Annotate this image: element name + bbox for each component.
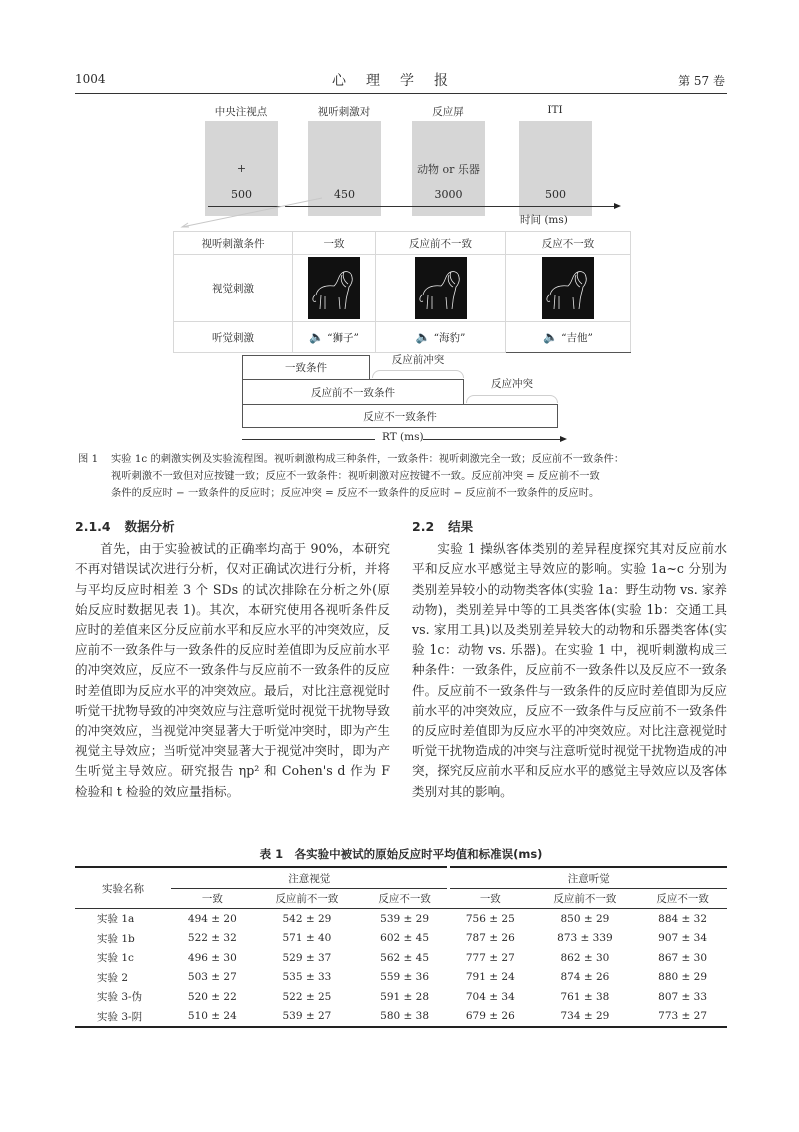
table-cell: 867 ± 30 bbox=[658, 951, 708, 964]
table-cell: 559 ± 36 bbox=[380, 971, 430, 984]
table-cell: 510 ± 24 bbox=[171, 1007, 254, 1028]
column-header: 一致 bbox=[449, 889, 532, 909]
body-paragraph: 首先，由于实验被试的正确率均高于 90%，本研究不再对错误试次进行分析，仅对正确试次进行分析，并将与平均反应时相差 3 个 SDs 的试次排除在分析之外(原始反应时数据见表 1)。其次，本研究使用各视听条件反应时的差值来区分反应前水平和反应水平的冲突效应，反应前不一致条件与一致条件的反应时差值即为反应前水平的冲突效应，反应不一致条件与反应前不一致条件的反应时差值即为反应水平的冲突效应。最后，对比注意视觉时听觉干扰物导致的冲突效应与注意听觉时视觉干扰物导致的冲突效应，当视觉冲突显著大于听觉冲突时，即为产生视觉主导效应；当听觉冲突显著大于视觉冲突时，即为产生听觉主导效应。研究报告 ηp² 和 Cohen's d 作为 F 检验和 t 检验的效应量指标。 bbox=[75, 541, 390, 799]
bar-congruent: 一致条件 bbox=[242, 355, 370, 380]
section-heading bbox=[412, 517, 727, 537]
table-cell: 907 ± 34 bbox=[658, 932, 708, 945]
journal-title: 心理学报 bbox=[332, 73, 468, 89]
stim-header-row bbox=[174, 232, 631, 255]
screen-label-av-pair: 视听刺激对 bbox=[317, 106, 371, 118]
caption-line: 视听刺激不一致但对应按键一致；反应不一致条件：视听刺激对应按键不一致。反应前冲突 = 反应前不一致 bbox=[111, 470, 600, 482]
column-header: 反应不一致 bbox=[638, 889, 727, 909]
stimulus-table bbox=[173, 231, 631, 353]
table-row bbox=[75, 987, 727, 1007]
table-cell: 880 ± 29 bbox=[658, 971, 708, 984]
section-title: 结果 bbox=[448, 519, 474, 534]
fixation-cross: + bbox=[236, 162, 247, 175]
response-prompt: 动物 or 乐器 bbox=[417, 162, 480, 176]
section-number: 2.1.4 bbox=[75, 519, 111, 534]
table-cell: 539 ± 27 bbox=[254, 1007, 361, 1028]
rt-table bbox=[75, 866, 727, 1028]
section-title: 数据分析 bbox=[124, 519, 175, 534]
lion-image bbox=[542, 257, 594, 319]
time-axis-label: 时间 (ms) bbox=[520, 214, 568, 226]
label-response-conflict: 反应冲突 bbox=[491, 378, 533, 390]
duration-response: 3000 bbox=[434, 188, 463, 201]
table-cell: 503 ± 27 bbox=[187, 971, 237, 984]
visual-cell bbox=[376, 255, 506, 322]
table-cell: 496 ± 30 bbox=[187, 951, 237, 964]
table-cell: 807 ± 33 bbox=[658, 990, 708, 1003]
screen-label-iti: ITI bbox=[547, 104, 563, 116]
stim-header-cell: 一致 bbox=[293, 232, 376, 255]
group-header-auditory: 注意听觉 bbox=[449, 867, 727, 889]
table-cell: 571 ± 40 bbox=[282, 932, 332, 945]
screen-response bbox=[412, 121, 485, 216]
label-pre-response-conflict: 反应前冲突 bbox=[391, 354, 445, 366]
lion-image bbox=[308, 257, 360, 319]
bar-pre-response-incongruent: 反应前不一致条件 bbox=[242, 379, 464, 405]
rt-axis-left bbox=[242, 439, 375, 440]
lion-image bbox=[415, 257, 467, 319]
column-header: 反应前不一致 bbox=[254, 889, 361, 909]
column-header: 一致 bbox=[171, 889, 254, 909]
stim-header-cell: 反应不一致 bbox=[506, 232, 631, 255]
table-cell: 522 ± 32 bbox=[187, 932, 237, 945]
table-cell: 520 ± 22 bbox=[187, 990, 237, 1003]
table-cell: 580 ± 38 bbox=[360, 1007, 449, 1028]
table-row bbox=[75, 948, 727, 968]
table-cell: 734 ± 29 bbox=[532, 1007, 639, 1028]
screen-label-fixation: 中央注视点 bbox=[214, 106, 268, 118]
table-row bbox=[75, 1007, 727, 1028]
caption-line: 实验 1c 的刺激实例及实验流程图。视听刺激构成三种条件，一致条件：视听刺激完全一致；反应前不一致条件： bbox=[111, 453, 625, 465]
row-name: 实验 3-阴 bbox=[75, 1007, 171, 1028]
zoom-connector bbox=[170, 195, 330, 235]
table-cell: 874 ± 26 bbox=[560, 971, 610, 984]
table-cell: 602 ± 45 bbox=[380, 932, 430, 945]
table-cell: 529 ± 37 bbox=[282, 951, 332, 964]
table-row bbox=[75, 968, 727, 988]
time-axis-arrow-icon bbox=[614, 203, 621, 209]
section-number: 2.2 bbox=[412, 519, 435, 534]
table-cell: 562 ± 45 bbox=[380, 951, 430, 964]
duration-fixation: 500 bbox=[231, 188, 252, 201]
visual-cell bbox=[293, 255, 376, 322]
table-cell: 777 ± 27 bbox=[465, 951, 515, 964]
table-row bbox=[75, 909, 727, 929]
section-heading bbox=[75, 517, 390, 537]
auditory-cell bbox=[376, 322, 506, 353]
table-cell: 791 ± 24 bbox=[465, 971, 515, 984]
table-cell: 787 ± 26 bbox=[465, 932, 515, 945]
row-name: 实验 1a bbox=[97, 913, 135, 926]
table-cell: 756 ± 25 bbox=[465, 912, 515, 925]
rt-axis-arrow-icon bbox=[560, 436, 567, 442]
table-cell: 679 ± 26 bbox=[449, 1007, 532, 1028]
row-name: 实验 1b bbox=[97, 932, 135, 945]
duration-iti: 500 bbox=[545, 188, 566, 201]
auditory-word: “海豹” bbox=[433, 331, 466, 344]
column-header: 反应不一致 bbox=[360, 889, 449, 909]
column-header: 反应前不一致 bbox=[532, 889, 639, 909]
table-cell: 539 ± 29 bbox=[380, 912, 430, 925]
auditory-stimulus-row bbox=[174, 322, 631, 353]
visual-row-label: 视觉刺激 bbox=[174, 255, 293, 322]
row-name: 实验 2 bbox=[97, 971, 129, 984]
volume-label: 第 57 卷 bbox=[678, 74, 725, 88]
duration-av-pair: 450 bbox=[334, 188, 355, 201]
table-cell: 494 ± 20 bbox=[187, 912, 237, 925]
table-cell: 862 ± 30 bbox=[560, 951, 610, 964]
page-number: 1004 bbox=[75, 72, 106, 86]
speaker-icon: 🔈 bbox=[543, 329, 559, 344]
section-results bbox=[412, 517, 727, 802]
speaker-icon: 🔈 bbox=[415, 329, 431, 344]
table-cell: 522 ± 25 bbox=[282, 990, 332, 1003]
bar-response-incongruent: 反应不一致条件 bbox=[242, 404, 558, 428]
brace-response-conflict bbox=[466, 395, 558, 403]
table-cell: 591 ± 28 bbox=[380, 990, 430, 1003]
table-cell: 850 ± 29 bbox=[560, 912, 610, 925]
table-subheader-row bbox=[75, 889, 727, 909]
column-header-name: 实验名称 bbox=[75, 867, 171, 909]
visual-cell bbox=[506, 255, 631, 322]
figure-number: 图 1 bbox=[78, 453, 99, 465]
row-name: 实验 3-伪 bbox=[97, 991, 143, 1004]
auditory-cell bbox=[293, 322, 376, 353]
table-cell: 884 ± 32 bbox=[658, 912, 708, 925]
screen-iti bbox=[519, 121, 592, 216]
stim-header-cell: 反应前不一致 bbox=[376, 232, 506, 255]
auditory-cell bbox=[506, 322, 631, 353]
table-cell: 704 ± 34 bbox=[465, 990, 515, 1003]
table-cell: 542 ± 29 bbox=[282, 912, 332, 925]
figure-caption bbox=[78, 451, 728, 502]
rt-axis-label: RT (ms) bbox=[382, 431, 424, 443]
table-row bbox=[75, 929, 727, 949]
screen-label-response: 反应屏 bbox=[432, 106, 464, 118]
visual-stimulus-row bbox=[174, 255, 631, 322]
stim-header-cell: 视听刺激条件 bbox=[174, 232, 293, 255]
caption-line: 条件的反应时 − 一致条件的反应时；反应冲突 = 反应不一致条件的反应时 − 反应前不一致条件的反应时。 bbox=[111, 487, 600, 499]
brace-pre-response-conflict bbox=[372, 370, 464, 378]
row-name: 实验 1c bbox=[97, 952, 134, 965]
auditory-word: “吉他” bbox=[561, 331, 593, 344]
auditory-row-label: 听觉刺激 bbox=[174, 322, 293, 353]
table-group-header-row bbox=[75, 867, 727, 889]
table-cell: 535 ± 33 bbox=[282, 971, 332, 984]
header-rule bbox=[75, 93, 727, 94]
table-cell: 773 ± 27 bbox=[638, 1007, 727, 1028]
table-cell: 761 ± 38 bbox=[560, 990, 610, 1003]
speaker-icon: 🔈 bbox=[309, 329, 325, 344]
table-title: 表 1 各实验中被试的原始反应时平均值和标准误(ms) bbox=[259, 847, 543, 861]
rt-axis-right bbox=[423, 439, 561, 440]
group-header-visual: 注意视觉 bbox=[171, 867, 449, 889]
section-data-analysis bbox=[75, 517, 390, 802]
table-cell: 873 ± 339 bbox=[557, 932, 613, 945]
auditory-word: “狮子” bbox=[327, 331, 359, 344]
body-paragraph: 实验 1 操纵客体类别的差异程度探究其对反应前水平和反应水平感觉主导效应的影响。实验 1a~c 分别为类别差异较小的动物类客体(实验 1a：野生动物 vs. 家养动物)，类别差异中等的工具类客体(实验 1b：交通工具 vs. 家用工具)以及类别差异较大的动物和乐器类客体(实验 1c：动物 vs. 乐器)。在实验 1 中，视听刺激构成三种条件：一致条件，反应前不一致条件以及反应不一致条件。反应前不一致条件与一致条件的反应时差值即为反应前水平的冲突效应，反应不一致条件与反应前不一致条件的反应时差值即为反应水平的冲突效应。对比注意视觉时听觉干扰物造成的冲突与注意听觉时视觉干扰物造成的冲突，探究反应前水平和反应水平的感觉主导效应以及客体类别对其的影响。 bbox=[412, 541, 727, 799]
